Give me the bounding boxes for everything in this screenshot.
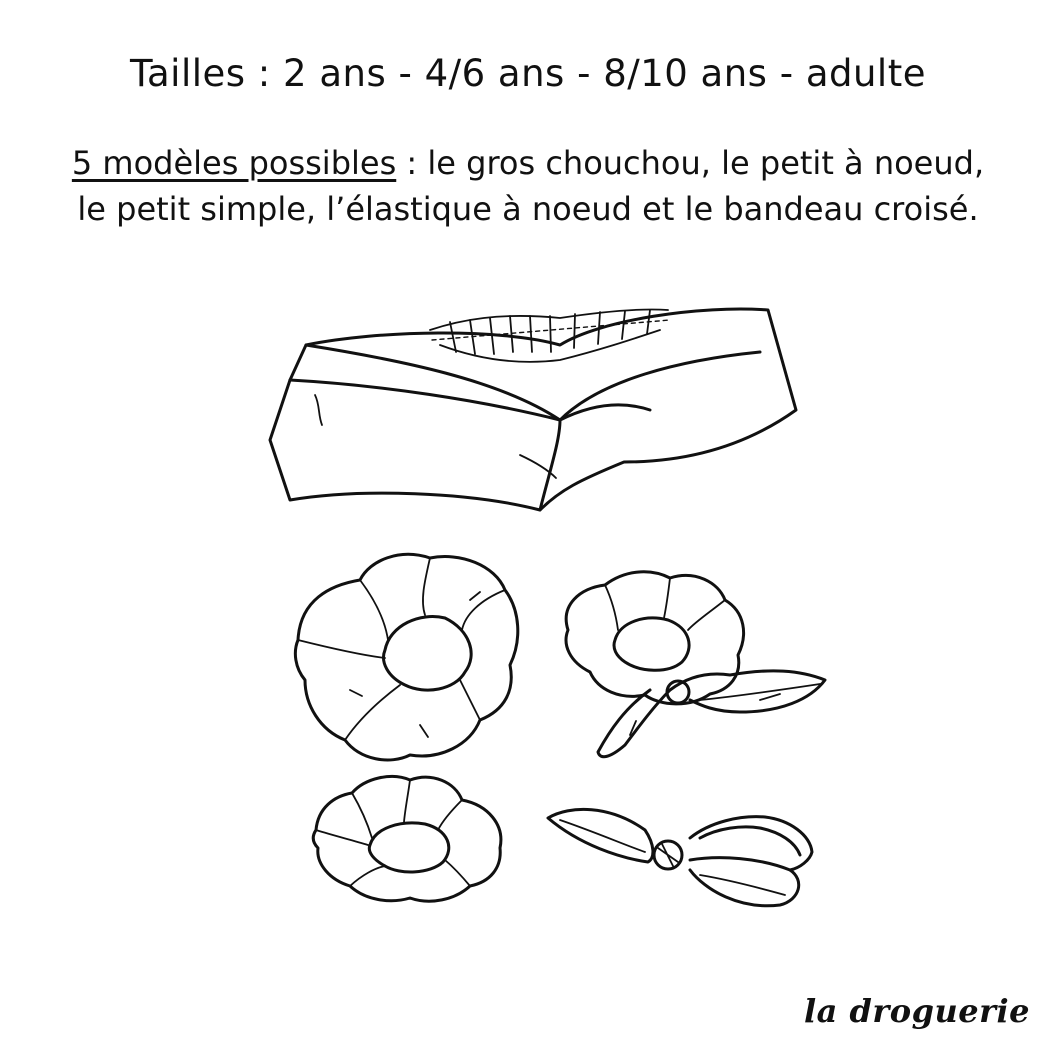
big-scrunchie-icon	[295, 554, 517, 760]
small-scrunchie-icon	[313, 776, 501, 901]
headband-icon	[270, 309, 796, 510]
bow-elastic-icon	[548, 809, 812, 905]
bow-scrunchie-icon	[566, 572, 825, 757]
models-line2: le petit simple, l’élastique à noeud et le bandeau croisé.	[77, 190, 979, 228]
brand-logo: la droguerie	[804, 992, 1030, 1030]
models-label: 5 modèles possibles	[71, 144, 397, 182]
sizes-title: Tailles : 2 ans - 4/6 ans - 8/10 ans - adulte	[130, 52, 926, 95]
models-line1: : le gros chouchou, le petit à noeud,	[396, 144, 985, 182]
